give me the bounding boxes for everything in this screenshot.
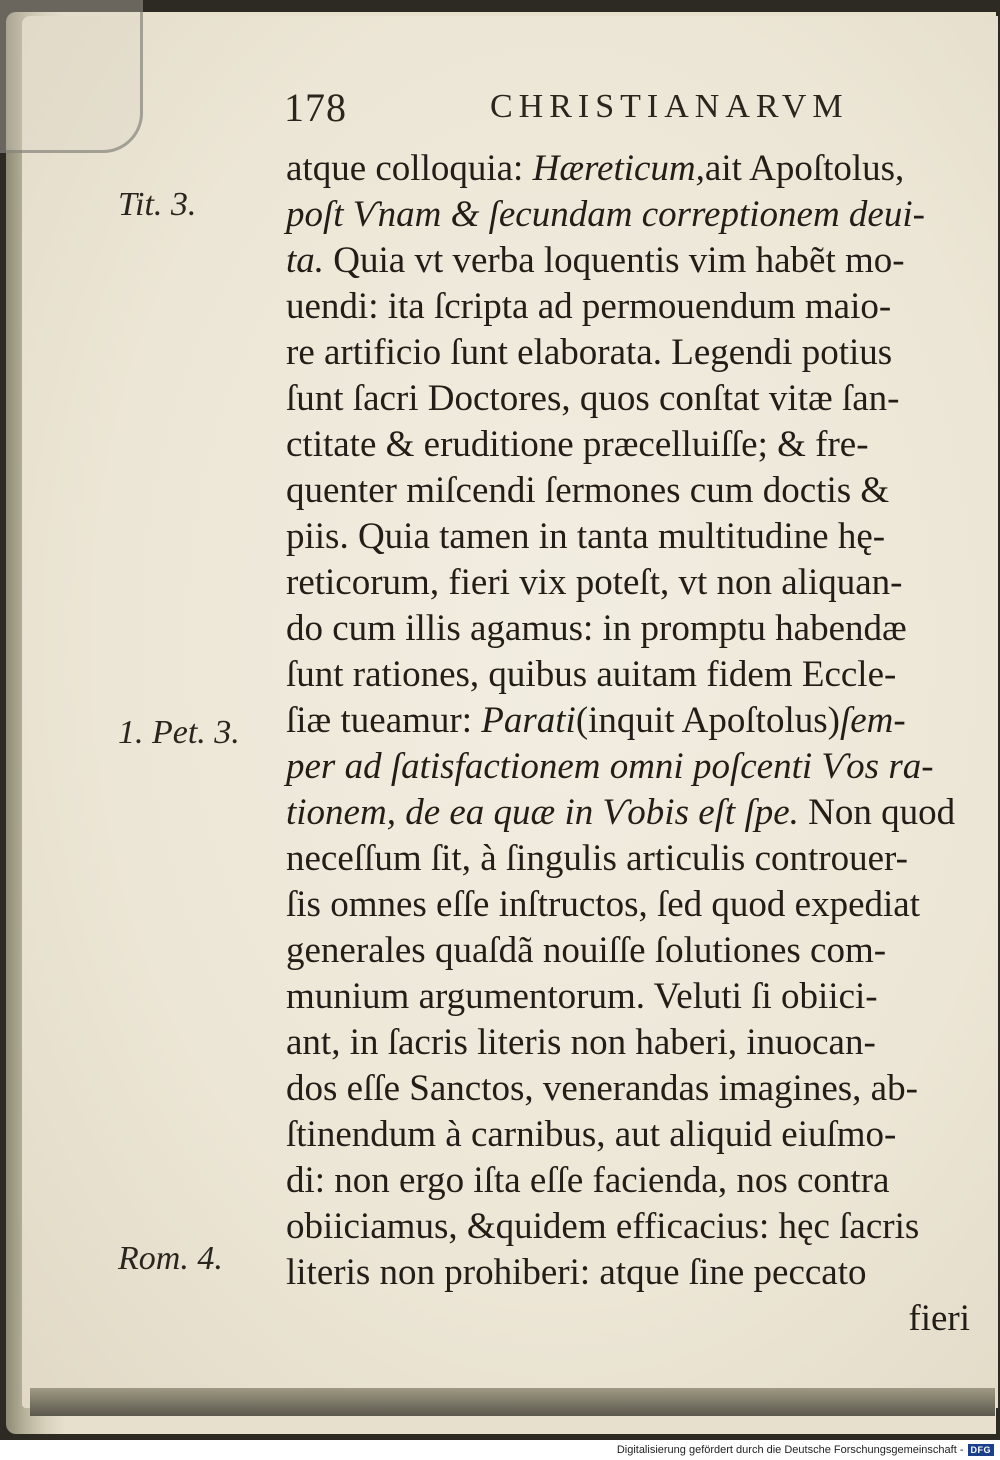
text-line — [286, 1250, 998, 1296]
text-line — [286, 146, 998, 192]
text-segment: re artificio ſunt elaborata. Legendi potius — [286, 332, 893, 373]
text-line — [286, 698, 998, 744]
text-segment: literis non prohiberi: atque ſine peccato — [286, 1252, 867, 1293]
text-line — [286, 330, 998, 376]
text-segment: reticorum, fieri vix poteſt, vt non aliquan- — [286, 562, 903, 603]
text-line — [286, 882, 998, 928]
text-segment: ſtinendum à carnibus, aut aliquid eiuſmo- — [286, 1114, 897, 1155]
text-segment: ſunt rationes, quibus auitam fidem Eccle- — [286, 654, 897, 695]
text-line — [286, 652, 998, 698]
text-segment: piis. Quia tamen in tanta multitudine hę- — [286, 516, 886, 557]
text-line — [286, 974, 998, 1020]
text-line — [286, 560, 998, 606]
catchword: fieri — [908, 1298, 970, 1339]
text-line — [286, 284, 998, 330]
text-line — [286, 1112, 998, 1158]
text-line — [286, 1204, 998, 1250]
text-line — [286, 1020, 998, 1066]
text-segment: Parati — [481, 700, 576, 741]
text-segment: Hæreticum, — [532, 148, 705, 189]
text-line — [286, 928, 998, 974]
text-line — [286, 468, 998, 514]
text-segment: neceſſum ſit, à ſingulis articulis controuer- — [286, 838, 908, 879]
page-clip — [0, 0, 143, 153]
text-line — [286, 192, 998, 238]
text-segment: (inquit Apoſtolus) — [575, 700, 840, 741]
footer-text: Digitalisierung gefördert durch die Deutsche Forschungsgemeinschaft - — [616, 1444, 964, 1456]
text-segment: Quia vt verba loquentis vim habẽt mo- — [324, 240, 905, 281]
text-line — [286, 790, 998, 836]
page-bottom-edge — [30, 1388, 995, 1416]
text-line — [286, 744, 998, 790]
text-segment: dos eſſe Sanctos, venerandas imagines, ab- — [286, 1068, 918, 1109]
text-segment: ſiæ tueamur: — [286, 700, 482, 741]
text-segment: obiiciamus, &quidem efficacius: hęc ſacris — [286, 1206, 920, 1247]
text-segment: ait Apoſtolus, — [704, 148, 905, 189]
margin-note: 1. Pet. 3. — [118, 714, 240, 751]
page-number: 178 — [284, 85, 347, 130]
text-segment: quenter miſcendi ſermones cum doctis & — [286, 470, 890, 511]
text-segment: poſt Ѵnam & ſecundam correptionem deui- — [286, 194, 925, 235]
text-segment: munium argumentorum. Veluti ſi obiici- — [286, 976, 878, 1017]
footer — [617, 1444, 994, 1456]
dfg-logo: DFG — [968, 1444, 995, 1456]
text-segment: Non quod — [798, 792, 956, 833]
text-segment: ſunt ſacri Doctores, quos conſtat vitæ ſan- — [286, 378, 900, 419]
text-segment: ctitate & eruditione præcelluiſſe; & fre- — [286, 424, 869, 465]
text-line — [286, 422, 998, 468]
body-text — [286, 146, 998, 1342]
text-segment: uendi: ita ſcripta ad permouendum maio- — [286, 286, 892, 327]
text-segment: ſis omnes eſſe inſtructos, ſed quod expediat — [286, 884, 921, 925]
text-segment: tionem, de ea quæ in Ѵobis eſt ſpe. — [286, 792, 799, 833]
text-segment: ant, in ſacris literis non haberi, inuocan- — [286, 1022, 876, 1063]
running-head: CHRISTIANARVM — [490, 88, 849, 125]
text-line — [286, 606, 998, 652]
text-segment: do cum illis agamus: in promptu habendæ — [286, 608, 907, 649]
margin-note: Tit. 3. — [118, 186, 197, 223]
text-line — [286, 1158, 998, 1204]
text-line — [286, 836, 998, 882]
text-segment: ta. — [286, 240, 325, 281]
text-segment: atque colloquia: — [286, 148, 533, 189]
text-segment: ſem- — [839, 700, 906, 741]
text-segment: per ad ſatisfactionem omni poſcenti Ѵos ra- — [286, 746, 934, 787]
text-segment: generales quaſdã nouiſſe ſolutiones com- — [286, 930, 887, 971]
text-line — [286, 1066, 998, 1112]
text-line — [286, 514, 998, 560]
text-line — [286, 238, 998, 284]
text-line — [286, 376, 998, 422]
page-header — [284, 84, 964, 134]
margin-note: Rom. 4. — [118, 1240, 223, 1277]
text-segment: di: non ergo iſta eſſe facienda, nos contra — [286, 1160, 890, 1201]
